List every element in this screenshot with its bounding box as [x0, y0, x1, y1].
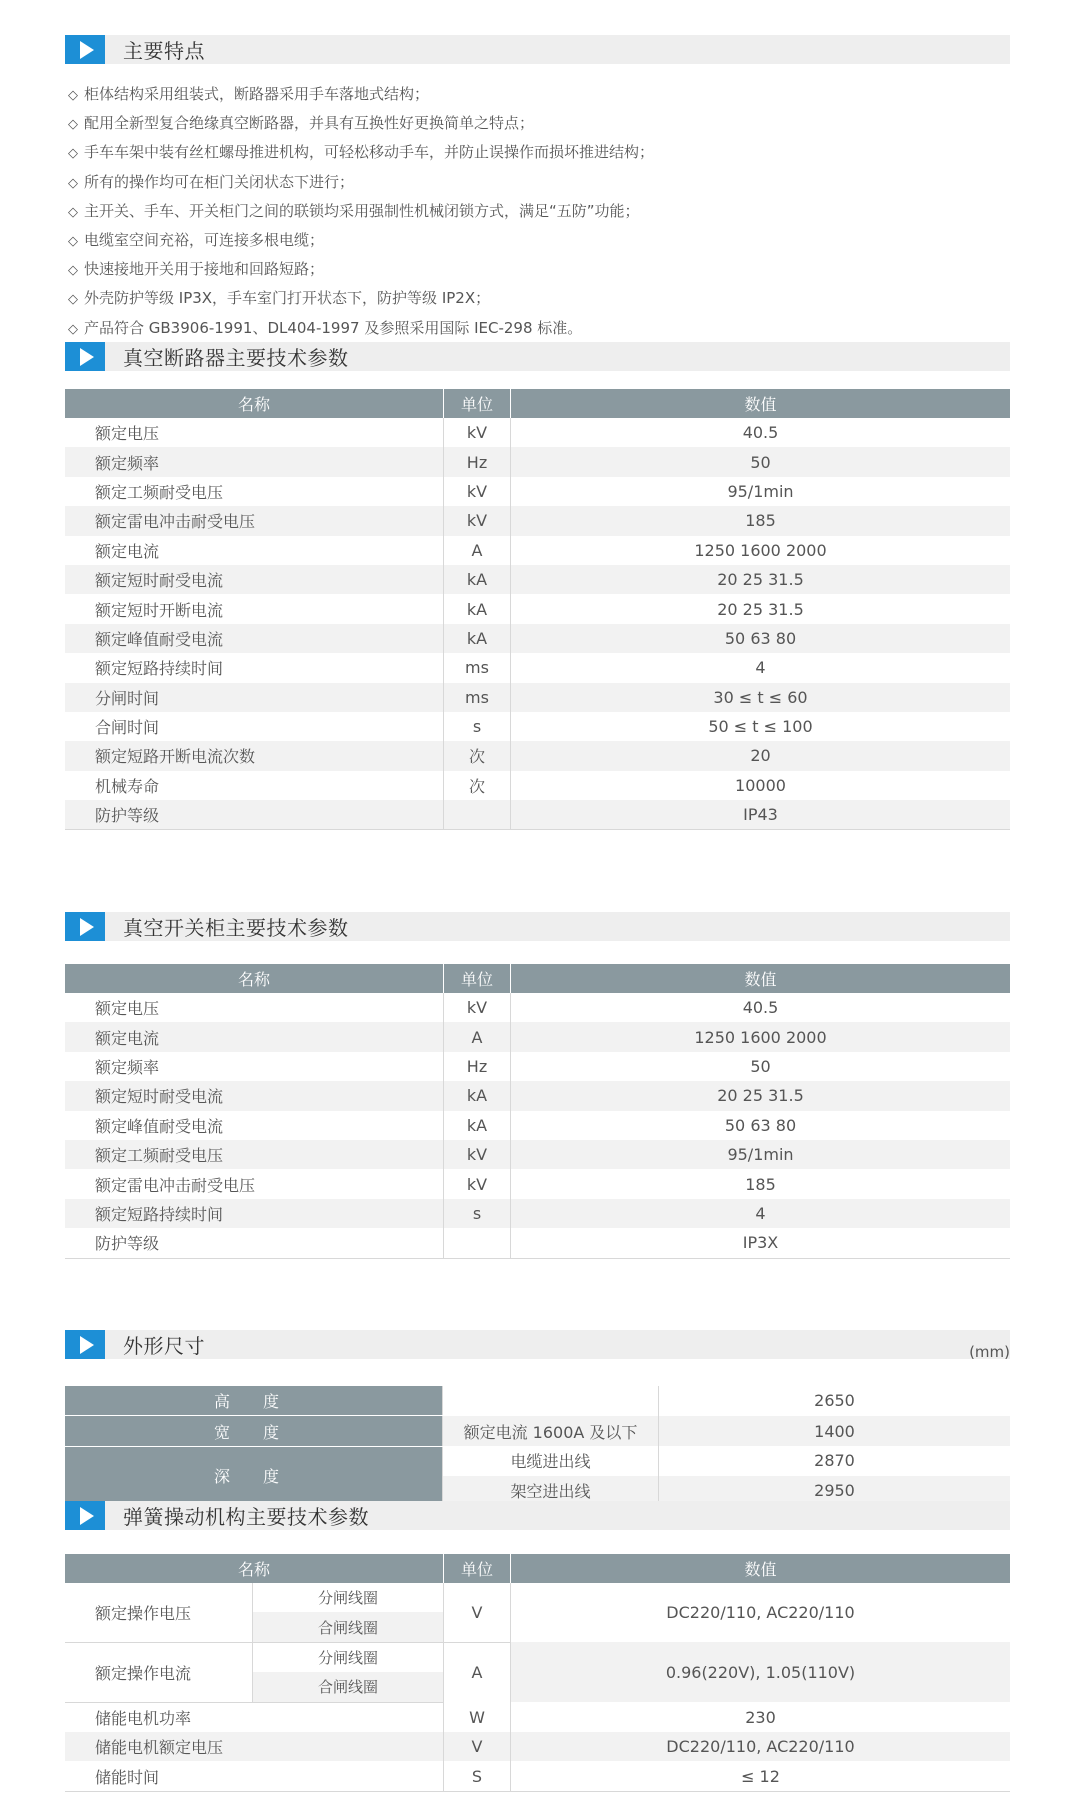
row-name-motor-voltage: 储能电机额定电压 [95, 1738, 224, 1758]
spring-mechanism-table [65, 1554, 1010, 1792]
play-arrow-icon [65, 342, 105, 371]
column-header-name: 名称 [65, 1554, 444, 1583]
row-unit: kA [444, 594, 511, 623]
diamond-bullet-icon: ◇ [68, 263, 78, 279]
dimension-sub-depth-overhead: 架空进出线 [443, 1476, 659, 1506]
table-row [65, 993, 1010, 1022]
row-value: 50 63 80 [511, 624, 1011, 653]
column-header-unit: 单位 [444, 1554, 511, 1583]
table-row [65, 447, 1010, 476]
row-name: 额定电流 [95, 541, 160, 561]
row-unit-op-voltage: V [444, 1583, 511, 1642]
table-row [65, 1052, 1010, 1081]
row-name: 额定短时开断电流 [95, 600, 224, 620]
section-header-breaker [65, 342, 1010, 371]
diamond-bullet-icon: ◇ [68, 88, 78, 103]
table-row [65, 1111, 1010, 1140]
row-value: 50 [511, 447, 1011, 476]
row-unit: kA [444, 1111, 511, 1140]
row-unit [444, 800, 511, 830]
table-row [65, 1169, 1010, 1198]
row-unit: kA [444, 1081, 511, 1110]
row-unit: Hz [444, 1052, 511, 1081]
row-unit-motor-voltage: V [444, 1732, 511, 1761]
table-row [65, 624, 1010, 653]
row-value: 50 ≤ t ≤ 100 [708, 717, 813, 737]
row-value: 40.5 [742, 423, 779, 443]
row-value: IP3X [511, 1228, 1011, 1258]
section-header-features [65, 35, 1010, 64]
diamond-bullet-icon: ◇ [68, 204, 78, 220]
row-unit [444, 1228, 511, 1258]
row-value: 4 [755, 658, 766, 678]
diamond-bullet-icon: ◇ [68, 175, 78, 191]
section-title: 弹簧操动机构主要技术参数 [123, 1505, 369, 1529]
row-name: 额定频率 [65, 447, 444, 476]
row-value: 95/1min [511, 1140, 1011, 1169]
dimension-sub-depth-cable: 电缆进出线 [443, 1446, 659, 1475]
play-arrow-icon [65, 1330, 105, 1359]
row-unit-op-current: A [444, 1642, 511, 1702]
row-value: IP43 [511, 800, 1011, 830]
diamond-bullet-icon: ◇ [68, 292, 78, 308]
table-row [65, 594, 1010, 623]
row-value: 20 25 31.5 [717, 599, 804, 619]
dimension-sub-width: 额定电流 1600A 及以下 [443, 1416, 659, 1446]
diamond-bullet-icon: ◇ [68, 321, 78, 337]
row-unit: kV [444, 418, 511, 447]
row-name: 合闸时间 [95, 718, 160, 738]
row-name: 额定短时耐受电流 [65, 565, 444, 594]
diamond-bullet-icon: ◇ [68, 146, 78, 162]
row-name: 额定短时耐受电流 [65, 1081, 444, 1110]
row-unit: kA [444, 624, 511, 653]
row-name: 额定雷电冲击耐受电压 [95, 1175, 256, 1195]
feature-text: 电缆室空间充裕，可连接多根电缆； [84, 230, 325, 249]
table-row [65, 1199, 1010, 1228]
row-value: 20 [511, 741, 1011, 770]
row-unit: kA [444, 565, 511, 594]
table-row [65, 1140, 1010, 1169]
feature-item [68, 80, 1008, 109]
coil-open-label: 分闸线圈 [253, 1642, 444, 1672]
row-unit: ms [444, 653, 511, 682]
feature-text: 外壳防护等级 IP3X，手车室门打开状态下，防护等级 IP2X； [84, 289, 491, 308]
coil-open-label: 分闸线圈 [253, 1583, 444, 1612]
row-name: 防护等级 [65, 1228, 444, 1258]
feature-item [68, 138, 1008, 167]
row-unit: A [444, 1022, 511, 1051]
table-row [65, 1081, 1010, 1110]
row-value-op-voltage: DC220/110, AC220/110 [666, 1603, 855, 1623]
switchgear-params-table [65, 964, 1010, 1259]
row-name-op-voltage: 额定操作电压 [95, 1603, 192, 1623]
features-list [68, 80, 1008, 343]
row-name: 机械寿命 [95, 776, 160, 796]
row-unit: s [444, 712, 511, 741]
row-name: 额定短路开断电流次数 [65, 741, 444, 770]
row-name: 额定工频耐受电压 [65, 1140, 444, 1169]
row-value-op-current: 0.96(220V), 1.05(110V) [511, 1642, 1011, 1702]
feature-item [68, 168, 1008, 197]
row-name: 额定峰值耐受电流 [95, 1116, 224, 1136]
row-name: 额定频率 [95, 1057, 160, 1077]
row-name-op-current: 额定操作电流 [65, 1642, 253, 1702]
table-row [65, 712, 1010, 741]
feature-item [68, 226, 1008, 255]
row-value: 20 25 31.5 [511, 565, 1011, 594]
row-unit: 次 [444, 741, 511, 770]
row-unit: kV [444, 993, 511, 1022]
row-value-motor-voltage: DC220/110, AC220/110 [666, 1737, 855, 1757]
column-header-value: 数值 [511, 1554, 1011, 1583]
row-value: 4 [511, 1199, 1011, 1228]
column-header-unit: 单位 [444, 389, 511, 418]
dimensions-table [65, 1386, 1010, 1506]
row-value-charge-time: ≤ 12 [511, 1761, 1011, 1791]
table-row [65, 1022, 1010, 1051]
table-row [65, 771, 1010, 800]
row-value: 20 25 31.5 [511, 1081, 1011, 1110]
row-name: 分闸时间 [65, 683, 444, 712]
dimension-label-height: 高 度 [65, 1386, 443, 1416]
row-value: 95/1min [727, 481, 794, 501]
row-name-motor-power: 储能电机功率 [65, 1702, 444, 1732]
dimension-label-depth: 深 度 [65, 1446, 443, 1505]
feature-text: 产品符合 GB3906-1991、DL404-1997 及参照采用国际 IEC-298 标准。 [84, 318, 583, 337]
section-header-switchgear [65, 912, 1010, 941]
row-unit: s [444, 1199, 511, 1228]
feature-item [68, 314, 1008, 343]
row-value-motor-power: 230 [745, 1707, 776, 1727]
row-name: 额定电流 [65, 1022, 444, 1051]
feature-text: 手车车架中装有丝杠螺母推进机构，可轻松移动手车，并防止误操作而损坏推进结构； [84, 143, 655, 162]
row-unit: A [444, 536, 511, 565]
unit-note: (mm) [969, 1343, 1010, 1361]
row-unit: Hz [444, 447, 511, 476]
row-unit: kV [444, 1169, 511, 1198]
row-unit: 次 [444, 771, 511, 800]
table-row [65, 653, 1010, 682]
section-title: 真空开关柜主要技术参数 [123, 916, 349, 940]
row-value: 50 [750, 1056, 771, 1076]
row-name: 额定短路持续时间 [65, 1199, 444, 1228]
row-value: 185 [511, 506, 1011, 535]
play-arrow-icon [65, 35, 105, 64]
column-header-value: 数值 [511, 964, 1011, 993]
row-name: 额定电压 [95, 999, 160, 1019]
coil-close-label: 合闸线圈 [253, 1612, 444, 1642]
section-header-dimensions [65, 1330, 1010, 1359]
column-header-name: 名称 [65, 389, 444, 418]
section-header-spring [65, 1501, 1010, 1530]
row-name: 额定电压 [95, 424, 160, 444]
feature-text: 主开关、手车、开关柜门之间的联锁均采用强制性机械闭锁方式，满足“五防”功能； [84, 201, 640, 220]
row-name: 防护等级 [65, 800, 444, 830]
dimension-value-depth-overhead: 2950 [659, 1476, 1011, 1506]
dimension-value-depth-cable: 2870 [814, 1451, 855, 1471]
row-name: 额定峰值耐受电流 [65, 624, 444, 653]
breaker-params-table [65, 389, 1010, 830]
table-row [65, 741, 1010, 770]
table-row [65, 418, 1010, 447]
section-title: 主要特点 [123, 39, 205, 63]
row-unit-motor-power: W [444, 1702, 511, 1732]
row-value: 1250 1600 2000 [694, 540, 827, 560]
feature-item [68, 284, 1008, 313]
table-row [65, 683, 1010, 712]
row-unit: kV [444, 506, 511, 535]
table-row [65, 506, 1010, 535]
row-name: 额定雷电冲击耐受电压 [65, 506, 444, 535]
column-header-name: 名称 [65, 964, 444, 993]
row-unit: kV [444, 477, 511, 506]
coil-close-label: 合闸线圈 [253, 1672, 444, 1702]
diamond-bullet-icon: ◇ [68, 233, 78, 249]
diamond-bullet-icon: ◇ [68, 117, 78, 133]
row-unit: kV [444, 1140, 511, 1169]
feature-text: 快速接地开关用于接地和回路短路； [84, 260, 325, 279]
feature-text: 所有的操作均可在柜门关闭状态下进行； [84, 172, 355, 191]
column-header-value: 数值 [511, 389, 1011, 418]
feature-text: 配用全新型复合绝缘真空断路器，并具有互换性好更换简单之特点； [84, 114, 535, 133]
table-row [65, 800, 1010, 830]
play-arrow-icon [65, 912, 105, 941]
feature-text: 柜体结构采用组装式，断路器采用手车落地式结构； [84, 85, 430, 103]
row-name: 额定工频耐受电压 [95, 482, 224, 502]
column-header-unit: 单位 [444, 964, 511, 993]
row-value: 1250 1600 2000 [511, 1022, 1011, 1051]
row-name-charge-time: 储能时间 [65, 1761, 444, 1791]
row-value: 40.5 [742, 998, 779, 1018]
dimension-sub-empty [443, 1386, 659, 1416]
feature-item [68, 109, 1008, 138]
row-name: 额定短路持续时间 [95, 659, 224, 679]
section-title: 外形尺寸 [123, 1334, 205, 1358]
dimension-value-width: 1400 [659, 1416, 1011, 1446]
play-arrow-icon [65, 1501, 105, 1530]
dimension-label-width: 宽 度 [65, 1416, 443, 1446]
row-value: 10000 [735, 775, 786, 795]
feature-item [68, 255, 1008, 284]
row-value: 185 [745, 1174, 776, 1194]
row-unit-charge-time: S [444, 1761, 511, 1791]
row-value: 30 ≤ t ≤ 60 [511, 683, 1011, 712]
row-unit: ms [444, 683, 511, 712]
dimension-value-height: 2650 [814, 1391, 855, 1411]
table-row [65, 477, 1010, 506]
section-title: 真空断路器主要技术参数 [123, 346, 349, 370]
table-row [65, 1228, 1010, 1258]
row-value: 50 63 80 [724, 1115, 797, 1135]
table-row [65, 565, 1010, 594]
feature-item [68, 197, 1008, 226]
table-row [65, 536, 1010, 565]
